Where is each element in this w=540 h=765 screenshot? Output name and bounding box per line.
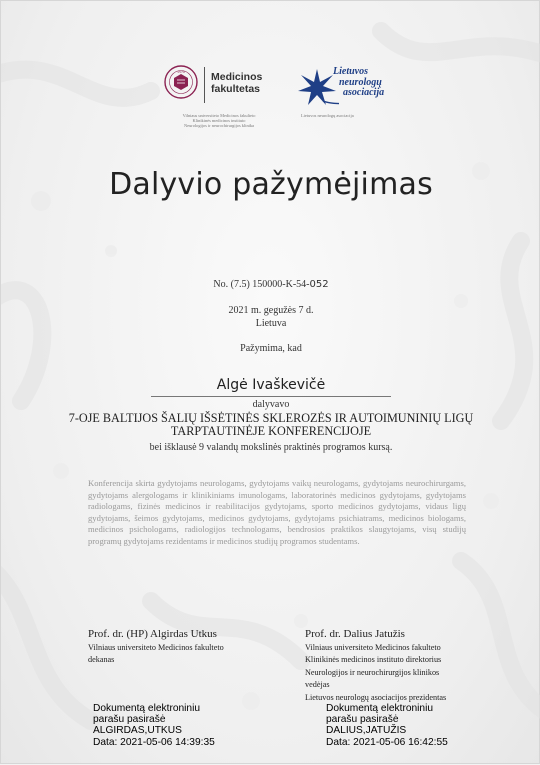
conference-name [21, 412, 521, 438]
association-name-line3: asociacija [343, 87, 385, 98]
association-name-line1: Lietuvos [333, 66, 368, 77]
esignature-dean [93, 703, 215, 748]
recipient-name: Algė Ivaškevičė [216, 377, 326, 393]
recipient-underline [151, 396, 391, 397]
esignature-dean-line2: parašu pasirašė [93, 714, 166, 726]
esignature-director-date: Data: 2021-05-06 16:42:55 [326, 736, 448, 748]
conference-name-line2: TARPTAUTINĖJE KONFERENCIJOJE [170, 424, 372, 438]
signatory-dean-name: Prof. dr. (HP) Algirdas Utkus [88, 628, 217, 640]
signatory-director-position-line3: Neurologijos ir neurochirurgijos klinikos [305, 667, 440, 677]
signatory-dean-position-line2: dekanas [88, 655, 115, 665]
signatory-director-position-line4: vedėjas [305, 680, 330, 690]
signatory-director-name: Prof. dr. Dalius Jatužis [305, 628, 405, 640]
signatory-dean [88, 627, 288, 667]
signatory-director-position-line2: Klinikinės medicinos instituto direktorius [305, 655, 442, 665]
esignature-director [326, 703, 448, 748]
esignature-dean-line1: Dokumentą elektroniniu [93, 703, 201, 714]
signatory-director [305, 627, 515, 704]
university-caption [164, 113, 274, 129]
faculty-name-line2: fakultetas [211, 83, 261, 95]
signatory-director-position-line1: Vilniaus universiteto Medicinos fakulteto [305, 643, 441, 652]
university-caption-line2: Klinikinės medicinos instituto [192, 118, 246, 124]
university-seal-icon [164, 65, 198, 99]
certificate-number-prefix: No. (7.5) 150000-K-54- [213, 279, 310, 290]
association-name-line2: neurologų [339, 76, 382, 88]
esignature-director-signer: DALIUS,JATUŽIS [326, 725, 407, 737]
issue-country: Lietuva [255, 318, 287, 329]
esignature-director-line1: Dokumentą elektroniniu [326, 703, 434, 714]
audience-description: Konferencija skirta gydytojams neurologams, gydytojams vaikų neurologams, gydytojams neurochirurgams, gydytojams alergologams ir klinikiniams imunologams, laboratorinės medicinos gydytojams, gydytojams radiologams, fizinės medicinos ir reabilitacijos gydytojams, sporto medicinos gydytojams, vidaus ligų gydytojams, šeimos gydytojams, medicinos gydytojams, gydytojams psichiatrams, medicinos biologams, medicinos psichologams, radiologijos technologams, bendrosios praktikos slaugytojams, visų studijų programų gydytojams rezidentams ir medicinos studijų programos studentams. [88, 478, 466, 546]
issue-date: 2021 m. gegužės 7 d. [228, 305, 314, 316]
conference-name-line1: 7-OJE BALTIJOS ŠALIŲ IŠSĖTINĖS SKLEROZĖS IR AUTOIMUNINIŲ LIGŲ [68, 411, 474, 425]
esignature-dean-signer: ALGIRDAS,UTKUS [93, 725, 182, 737]
faculty-name [211, 71, 262, 95]
faculty-name-line1: Medicinos [211, 71, 263, 83]
association-logo [295, 65, 395, 115]
logo-divider [204, 67, 205, 103]
university-caption-line3: Neurologijos ir neurochirurgijos klinika [183, 123, 255, 129]
seal-year: 1579 [177, 70, 185, 75]
certificate-serial: 052 [309, 279, 329, 290]
signatory-dean-position-line1: Vilniaus universiteto Medicinos fakulteto [88, 643, 224, 652]
signatory-director-position-line5: Lietuvos neurologų asociacijos prezidentas [305, 692, 447, 702]
association-caption: Lietuvos neurologų asociacija [301, 113, 354, 118]
university-caption-line1: Vilniaus universiteto Medicinos fakulteto [182, 113, 256, 118]
certificate-title: Dalyvio pažymėjimas [109, 167, 433, 202]
certificate-number [1, 279, 540, 290]
certifies-text: Pažymima, kad [240, 343, 302, 354]
course-hours-text: bei išklausė 9 valandų mokslinės praktinės programos kursą. [149, 442, 393, 453]
participated-text: dalyvavo [252, 399, 290, 410]
esignature-director-line2: parašu pasirašė [326, 714, 399, 726]
association-name [333, 67, 384, 99]
esignature-dean-date: Data: 2021-05-06 14:39:35 [93, 736, 215, 748]
